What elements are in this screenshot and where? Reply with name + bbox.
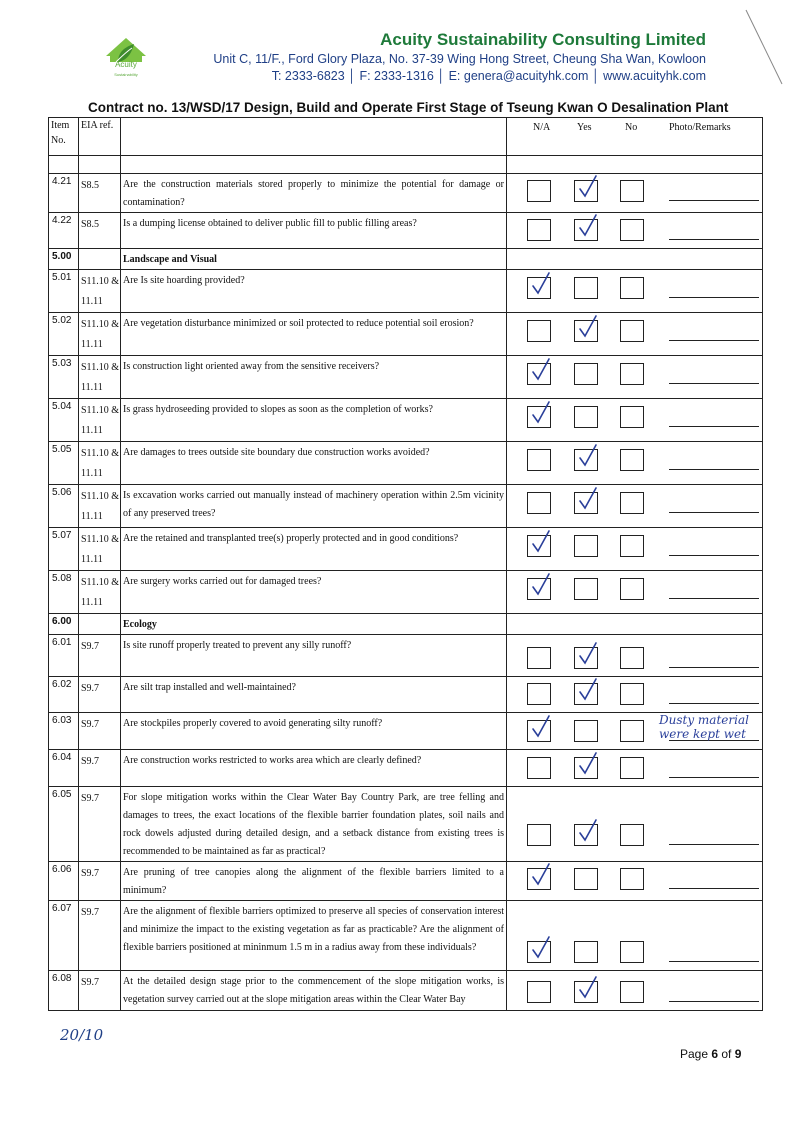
question-text: Is a dumping license obtained to deliver public fill to public filling areas? (121, 213, 507, 249)
item-number: 5.08 (49, 571, 79, 614)
question-text: Is grass hydroseeding provided to slopes as soon as the completion of works? (121, 399, 507, 442)
item-number: 5.07 (49, 528, 79, 571)
remarks-line[interactable] (669, 667, 759, 668)
remarks-line[interactable] (669, 340, 759, 341)
eia-ref: S8.5 (79, 174, 121, 213)
no-checkbox[interactable] (620, 363, 644, 385)
checkmark-icon (577, 314, 599, 340)
remarks-line[interactable] (669, 1001, 759, 1002)
item-number: 5.06 (49, 485, 79, 528)
table-row (49, 485, 763, 528)
eia-ref: S11.10 & 11.11 (79, 485, 121, 528)
no-checkbox[interactable] (620, 981, 644, 1003)
question-text: Are the construction materials stored properly to minimize the potential for damage or contamination? (121, 174, 507, 213)
checkmark-icon (577, 677, 599, 703)
table-row (49, 571, 763, 614)
eia-ref: S9.7 (79, 901, 121, 971)
no-checkbox[interactable] (620, 941, 644, 963)
item-number: 5.04 (49, 399, 79, 442)
header-item-no: Item No. (49, 118, 79, 156)
question-text: Is construction light oriented away from the sensitive receivers? (121, 356, 507, 399)
item-number: 5.03 (49, 356, 79, 399)
yes-checkbox[interactable] (574, 363, 598, 385)
na-checkbox[interactable] (527, 647, 551, 669)
item-number: 4.21 (49, 174, 79, 213)
item-number: 6.06 (49, 862, 79, 901)
item-number: 6.08 (49, 971, 79, 1011)
table-row (49, 713, 763, 750)
no-checkbox[interactable] (620, 406, 644, 428)
answer-cell (507, 750, 763, 787)
handwritten-date: 20/10 (60, 1026, 104, 1044)
eia-ref: S11.10 & 11.11 (79, 442, 121, 485)
answer-cell (507, 313, 763, 356)
header-no: No (625, 122, 638, 133)
question-text: Are Is site hoarding provided? (121, 270, 507, 313)
checkmark-icon (577, 818, 599, 844)
no-checkbox[interactable] (620, 868, 644, 890)
answer-cell (507, 635, 763, 677)
answer-cell (507, 971, 763, 1011)
no-checkbox[interactable] (620, 720, 644, 742)
item-number: 4.22 (49, 213, 79, 249)
letterhead (0, 0, 794, 100)
eia-ref: S11.10 & 11.11 (79, 399, 121, 442)
question-text: Are construction works restricted to works area which are clearly defined? (121, 750, 507, 787)
eia-ref: S9.7 (79, 862, 121, 901)
no-checkbox[interactable] (620, 683, 644, 705)
answer-cell (507, 901, 763, 971)
no-checkbox[interactable] (620, 492, 644, 514)
table-row (49, 249, 763, 270)
table-row (49, 787, 763, 862)
answer-cell (507, 174, 763, 213)
section-number: 5.00 (49, 249, 79, 270)
table-row (49, 213, 763, 249)
question-text: Are silt trap installed and well-maintained? (121, 677, 507, 713)
table-row (49, 635, 763, 677)
checkmark-icon (577, 443, 599, 469)
checkmark-icon (577, 174, 599, 200)
table-row (49, 174, 763, 213)
table-row (49, 442, 763, 485)
no-checkbox[interactable] (620, 219, 644, 241)
page-number: Page 6 of 9 (680, 1047, 742, 1061)
spacer-row (49, 156, 763, 174)
table-header-row (49, 118, 763, 156)
remarks-line[interactable] (669, 888, 759, 889)
yes-checkbox[interactable] (574, 941, 598, 963)
table-row (49, 270, 763, 313)
eia-ref: S9.7 (79, 713, 121, 750)
checkmark-icon (530, 714, 552, 740)
checklist-table (48, 117, 763, 1011)
handwritten-remark: Dusty material were kept wet (659, 713, 749, 741)
header-eia-ref: EIA ref. (79, 118, 121, 156)
remarks-line[interactable] (669, 200, 759, 201)
yes-checkbox[interactable] (574, 578, 598, 600)
eia-ref: S9.7 (79, 971, 121, 1011)
eia-ref: S9.7 (79, 635, 121, 677)
contract-title: Contract no. 13/WSD/17 Design, Build and Operate First Stage of Tseung Kwan O Desalination Plant (88, 100, 729, 115)
table-row (49, 313, 763, 356)
answer-cell (507, 485, 763, 528)
checkmark-icon (530, 400, 552, 426)
answer-cell (507, 571, 763, 614)
question-text: Are damages to trees outside site boundary due construction works avoided? (121, 442, 507, 485)
item-number: 6.07 (49, 901, 79, 971)
question-text: Are the alignment of flexible barriers optimized to preserve all species of conservation interest and minimize the impact to the existing vegetation as far as practicable? Are the alignment of flexible barriers positioned at mininmum 1.5 m in a radius away from these individuals? (121, 901, 507, 971)
no-checkbox[interactable] (620, 578, 644, 600)
answer-cell (507, 862, 763, 901)
no-checkbox[interactable] (620, 180, 644, 202)
header-answers (507, 118, 763, 156)
yes-checkbox[interactable] (574, 406, 598, 428)
remarks-line[interactable] (669, 961, 759, 962)
no-checkbox[interactable] (620, 535, 644, 557)
no-checkbox[interactable] (620, 277, 644, 299)
section-title: Ecology (121, 614, 507, 635)
table-row (49, 901, 763, 971)
question-text: Are pruning of tree canopies along the alignment of the flexible barriers limited to a minimum? (121, 862, 507, 901)
remarks-line[interactable] (669, 469, 759, 470)
table-row (49, 971, 763, 1011)
question-text: Is site runoff properly treated to prevent any silly runoff? (121, 635, 507, 677)
table-row (49, 614, 763, 635)
remarks-line[interactable] (669, 555, 759, 556)
table-row (49, 356, 763, 399)
na-checkbox[interactable] (527, 449, 551, 471)
na-checkbox[interactable] (527, 180, 551, 202)
item-number: 6.05 (49, 787, 79, 862)
table-row (49, 399, 763, 442)
answer-cell (507, 213, 763, 249)
scan-mark-line (740, 8, 790, 88)
checkmark-icon (577, 213, 599, 239)
na-checkbox[interactable] (527, 320, 551, 342)
question-text: Is excavation works carried out manually instead of machinery operation within 2.5m vicinity of any preserved trees? (121, 485, 507, 528)
na-checkbox[interactable] (527, 683, 551, 705)
item-number: 5.01 (49, 270, 79, 313)
answer-cell (507, 270, 763, 313)
logo-text: Acuity (115, 60, 137, 69)
na-checkbox[interactable] (527, 981, 551, 1003)
table-row (49, 528, 763, 571)
answer-cell (507, 442, 763, 485)
answer-cell (507, 528, 763, 571)
table-row (49, 862, 763, 901)
header-remarks: Photo/Remarks (669, 122, 731, 133)
no-checkbox[interactable] (620, 647, 644, 669)
checkmark-icon (577, 486, 599, 512)
question-text: At the detailed design stage prior to the commencement of the slope mitigation works, is vegetation survey carried out at the slope mitigation areas within the Clear Water Bay (121, 971, 507, 1011)
eia-ref: S11.10 & 11.11 (79, 313, 121, 356)
eia-ref: S11.10 & 11.11 (79, 571, 121, 614)
no-checkbox[interactable] (620, 824, 644, 846)
no-checkbox[interactable] (620, 449, 644, 471)
remarks-line[interactable] (669, 512, 759, 513)
header-na: N/A (533, 122, 551, 133)
checkmark-icon (530, 862, 552, 888)
yes-checkbox[interactable] (574, 535, 598, 557)
header-yes: Yes (577, 122, 592, 133)
remarks-line[interactable] (669, 777, 759, 778)
header-question (121, 118, 507, 156)
table-row (49, 750, 763, 787)
checkmark-icon (530, 271, 552, 297)
checkmark-icon (577, 641, 599, 667)
checkmark-icon (530, 935, 552, 961)
company-address: Unit C, 11/F., Ford Glory Plaza, No. 37-39 Wing Hong Street, Cheung Sha Wan, Kowloon (213, 52, 706, 66)
question-text: Are vegetation disturbance minimized or soil protected to reduce potential soil erosion? (121, 313, 507, 356)
eia-ref: S9.7 (79, 787, 121, 862)
checkmark-icon (577, 751, 599, 777)
eia-ref: S8.5 (79, 213, 121, 249)
remarks-line[interactable] (669, 844, 759, 845)
item-number: 5.02 (49, 313, 79, 356)
eia-ref: S11.10 & 11.11 (79, 356, 121, 399)
eia-ref: S11.10 & 11.11 (79, 270, 121, 313)
yes-checkbox[interactable] (574, 277, 598, 299)
eia-ref: S11.10 & 11.11 (79, 528, 121, 571)
question-text: Are the retained and transplanted tree(s) properly protected and in good conditions? (121, 528, 507, 571)
remarks-line[interactable] (669, 598, 759, 599)
answer-cell (507, 356, 763, 399)
question-text: For slope mitigation works within the Clear Water Bay Country Park, are tree felling and damages to trees, the exact locations of the flexible barrier foundation plates, soil nails and rock dowels adjusted during detailed design, and a setback distance from existing trees is recommended to be maintained as far as practical? (121, 787, 507, 862)
remarks-line[interactable] (669, 239, 759, 240)
remarks-line[interactable] (669, 426, 759, 427)
question-text: Are surgery works carried out for damaged trees? (121, 571, 507, 614)
eia-ref: S9.7 (79, 750, 121, 787)
remarks-line[interactable] (669, 297, 759, 298)
item-number: 5.05 (49, 442, 79, 485)
na-checkbox[interactable] (527, 219, 551, 241)
remarks-line[interactable] (669, 383, 759, 384)
checkmark-icon (530, 529, 552, 555)
section-number: 6.00 (49, 614, 79, 635)
section-title: Landscape and Visual (121, 249, 507, 270)
yes-checkbox[interactable] (574, 720, 598, 742)
answer-cell (507, 399, 763, 442)
yes-checkbox[interactable] (574, 868, 598, 890)
item-number: 6.04 (49, 750, 79, 787)
item-number: 6.01 (49, 635, 79, 677)
na-checkbox[interactable] (527, 492, 551, 514)
no-checkbox[interactable] (620, 320, 644, 342)
na-checkbox[interactable] (527, 757, 551, 779)
checkmark-icon (530, 357, 552, 383)
item-number: 6.03 (49, 713, 79, 750)
company-contact: T: 2333-6823 │ F: 2333-1316 │ E: genera@acuityhk.com │ www.acuityhk.com (271, 69, 706, 83)
logo-subtext: Sustainability (114, 72, 138, 77)
item-number: 6.02 (49, 677, 79, 713)
no-checkbox[interactable] (620, 757, 644, 779)
eia-ref: S9.7 (79, 677, 121, 713)
answer-cell (507, 677, 763, 713)
company-name: Acuity Sustainability Consulting Limited (380, 30, 706, 49)
question-text: Are stockpiles properly covered to avoid generating silty runoff? (121, 713, 507, 750)
na-checkbox[interactable] (527, 824, 551, 846)
checkmark-icon (577, 975, 599, 1001)
checkmark-icon (530, 572, 552, 598)
remarks-line[interactable] (669, 703, 759, 704)
answer-cell (507, 787, 763, 862)
answer-cell (507, 713, 763, 750)
table-row (49, 677, 763, 713)
